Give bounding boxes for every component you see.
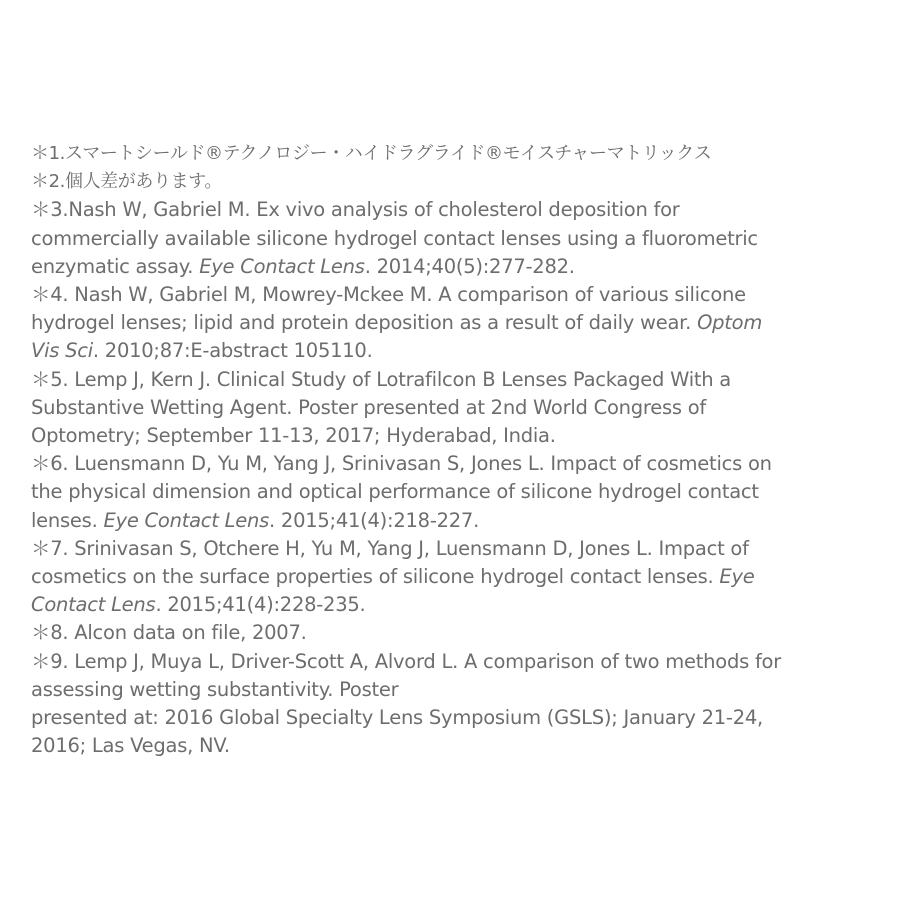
footnote-text: . 2015;41(4):218-227. (269, 508, 480, 532)
footnote-text: the physical dimension and optical performance of silicone hydrogel contact (31, 480, 759, 504)
footnote-text: 2016; Las Vegas, NV. (31, 734, 230, 758)
footnote-text: . 2015;41(4):228-235. (155, 593, 366, 617)
footnote-text: hydrogel lenses; lipid and protein deposition as a result of daily wear. (31, 311, 698, 335)
footnote-8 (31, 619, 897, 647)
footnote-text: ＊1.スマートシールド®テクノロジー・ハイドラグライド®モイスチャーマトリックス (31, 143, 712, 164)
footnote-line (31, 394, 897, 422)
footnote-line (31, 253, 897, 281)
footnote-text: ＊4. Nash W, Gabriel M, Mowrey-Mckee M. A comparison of various silicone (31, 283, 746, 307)
journal-title: Contact Lens (31, 593, 156, 617)
footnote-5 (31, 366, 897, 451)
footnote-7 (31, 535, 897, 620)
footnote-text: ＊8. Alcon data on file, 2007. (31, 621, 307, 645)
footnote-line (31, 563, 897, 591)
footnote-text: presented at: 2016 Global Specialty Lens Symposium (GSLS); January 21-24, (31, 706, 763, 730)
footnote-text: ＊7. Srinivasan S, Otchere H, Yu M, Yang J, Luensmann D, Jones L. Impact of (31, 536, 749, 560)
footnote-line (31, 366, 897, 394)
footnote-text: ＊6. Luensmann D, Yu M, Yang J, Srinivasan S, Jones L. Impact of cosmetics on (31, 452, 772, 476)
footnote-line (31, 309, 897, 337)
footnote-line (31, 450, 897, 478)
journal-title: Optom (697, 311, 763, 335)
journal-title: Eye Contact Lens (103, 508, 270, 532)
footnote-line (31, 422, 897, 450)
footnote-line (31, 704, 897, 732)
footnote-4 (31, 281, 897, 366)
footnote-line (31, 168, 897, 196)
footnote-line (31, 337, 897, 365)
footnote-line (31, 619, 897, 647)
footnote-text: ＊9. Lemp J, Muya L, Driver-Scott A, Alvord L. A comparison of two methods for (31, 649, 782, 673)
footnote-line (31, 281, 897, 309)
footnote-line (31, 140, 897, 168)
footnote-text: commercially available silicone hydrogel contact lenses using a fluorometric (31, 226, 758, 250)
footnote-text: Substantive Wetting Agent. Poster presented at 2nd World Congress of (31, 395, 707, 419)
reference-notes (31, 140, 897, 760)
footnote-2 (31, 168, 897, 196)
footnote-line (31, 478, 897, 506)
footnote-line (31, 732, 897, 760)
footnote-3 (31, 196, 897, 281)
journal-title: Vis Sci (31, 339, 93, 363)
footnote-text: Optometry; September 11-13, 2017; Hyderabad, India. (31, 424, 556, 448)
footnote-line (31, 196, 897, 224)
footnote-9 (31, 648, 897, 761)
journal-title: Eye Contact Lens (199, 254, 365, 278)
footnote-line (31, 648, 897, 676)
footnote-text: lenses. (31, 508, 104, 532)
footnote-line (31, 225, 897, 253)
footnote-6 (31, 450, 897, 535)
footnote-text: . 2010;87:E-abstract 105110. (92, 339, 373, 363)
footnote-1 (31, 140, 897, 168)
footnote-text: assessing wetting substantivity. Poster (31, 677, 399, 701)
footnote-line (31, 535, 897, 563)
footnote-line (31, 591, 897, 619)
footnote-line (31, 507, 897, 535)
footnote-text: enzymatic assay. (31, 254, 200, 278)
footnote-line (31, 676, 897, 704)
footnote-text: ＊3.Nash W, Gabriel M. Ex vivo analysis of cholesterol deposition for (31, 198, 680, 222)
footnote-text: . 2014;40(5):277-282. (364, 254, 575, 278)
footnote-text: ＊2.個人差があります。 (31, 171, 222, 193)
footnote-text: ＊5. Lemp J, Kern J. Clinical Study of Lotrafilcon B Lenses Packaged With a (31, 367, 732, 391)
footnote-text: cosmetics on the surface properties of silicone hydrogel contact lenses. (31, 565, 720, 589)
journal-title: Eye (719, 565, 755, 589)
